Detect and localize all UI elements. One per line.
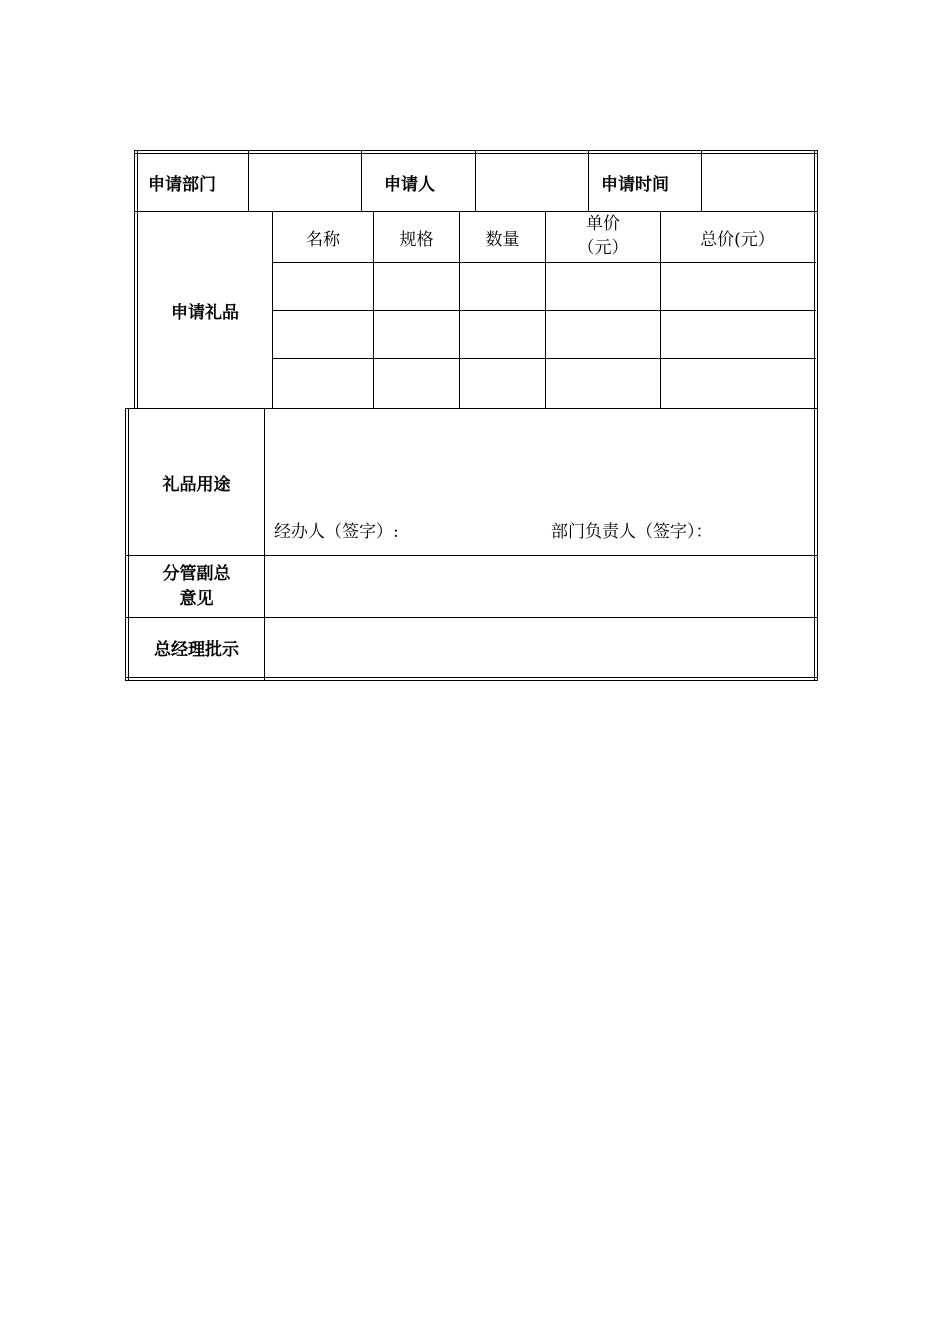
header-spec [374,212,459,262]
gm-approval-label [129,618,264,677]
purpose-label-text: 礼品用途 [162,474,231,495]
department-label [138,154,248,211]
gift-qty-cell[interactable] [460,263,545,310]
dept-head-signature-label: 部门负责人（签字）： [551,522,713,542]
header-unit-price-line2: （元） [577,238,629,258]
gm-approval-field[interactable] [265,618,814,677]
apply-time-field[interactable] [702,154,814,211]
gift-spec-cell[interactable] [374,359,459,408]
vp-opinion-label-line1: 分管副总 [162,563,231,584]
header-unit-price [546,212,660,262]
purpose-field[interactable] [265,409,814,555]
header-total-price [661,212,814,262]
purpose-label [129,409,264,555]
gm-approval-label-text: 总经理批示 [154,640,239,660]
vp-opinion-label-line2: 意见 [179,588,214,609]
gifts-label-text: 申请礼品 [171,302,239,323]
gift-unit-price-cell[interactable] [546,311,660,358]
apply-time-label [589,154,701,211]
gift-name-cell[interactable] [273,359,373,408]
header-unit-price-line1: 单价 [586,214,620,234]
handler-signature-label: 经办人（签字）: [274,522,399,542]
gift-spec-cell[interactable] [374,311,459,358]
gift-spec-cell[interactable] [374,263,459,310]
gift-unit-price-cell[interactable] [546,263,660,310]
vp-opinion-label [129,556,264,617]
header-spec-text: 规格 [399,230,434,250]
gift-total-price-cell[interactable] [661,311,814,358]
applicant-label [362,154,475,211]
header-qty-text: 数量 [485,230,520,250]
department-field[interactable] [249,154,361,211]
gift-total-price-cell[interactable] [661,359,814,408]
applicant-label-text: 申请人 [384,175,435,195]
gift-qty-cell[interactable] [460,359,545,408]
gift-total-price-cell[interactable] [661,263,814,310]
gift-qty-cell[interactable] [460,311,545,358]
applicant-field[interactable] [476,154,588,211]
gift-unit-price-cell[interactable] [546,359,660,408]
header-qty [460,212,545,262]
vp-opinion-field[interactable] [265,556,814,617]
header-name-text: 名称 [306,230,340,250]
header-total-price-text: 总价(元） [700,230,775,250]
gifts-label [138,212,272,408]
header-name [273,212,373,262]
department-label-text: 申请部门 [148,175,216,195]
gift-name-cell[interactable] [273,263,373,310]
gift-name-cell[interactable] [273,311,373,358]
apply-time-label-text: 申请时间 [601,175,669,195]
